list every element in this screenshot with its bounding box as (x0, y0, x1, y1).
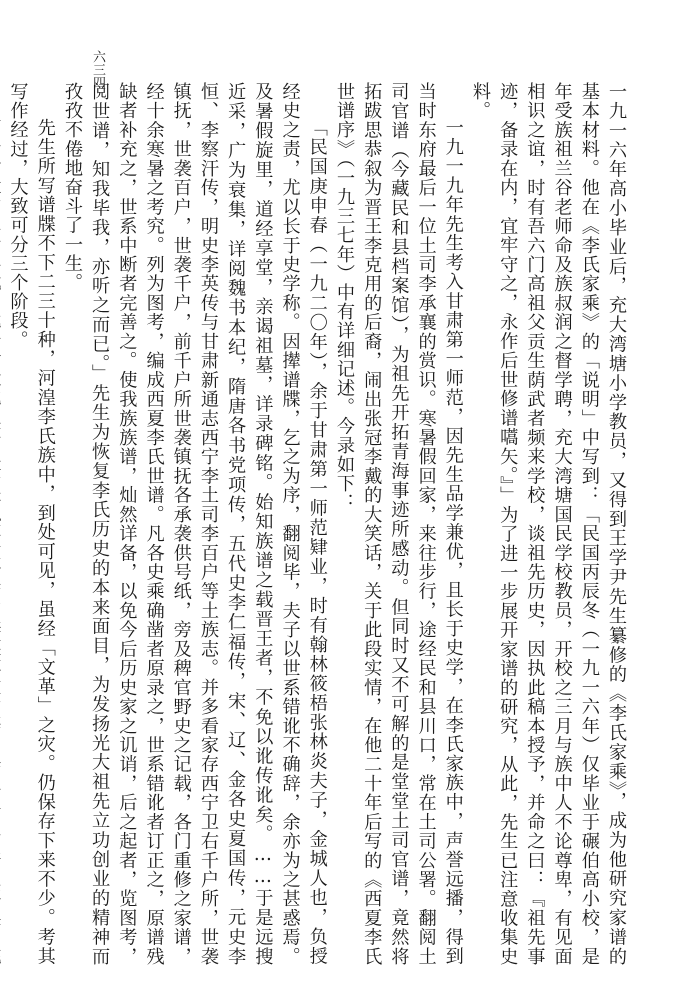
paragraph-3-quotation: 「民国庚申春（一九二〇年），余于甘肃第一师范肄业，时有翰林筱梧张林炎夫子，金城人也，负授经史之责，尤以长于史学称。因撵谱牒，乞之为序，翻阅毕，夫子以世系错讹不确辞，余亦为之甚惑焉。及暑假旋里，道经享堂，亲谒祖墓，详录碑铭。始知族谱之载晋王者，不免以讹传讹矣。……于是远搜近采，广为衰集，详阅魏书本纪，隋唐各书党项传，五代史李仁福传，宋、辽、金各史夏国传，元史李恒、李察汗传，明史李英传与甘肃新通志西宁李土司李百户等土族志。并多看家存西宁卫右千户所，世袭镇抚，世袭百户，世袭千户，前千户所世袭镇抚各承袭供号纸，旁及稗官野史之记载，各门重修之家谱，经十余寒暑之考究。列为图考，编成西夏李氏世谱。凡各史乘确凿者原录之，世系错讹者订正之，原谱残缺者补充之，世系中断者完善之。使我族族谱，灿然详备，以免今后历史家之讥诮，后之起者，览图考，阅世谱，知我毕我，亦听之而已。」先生为恢复李氏历史的本来面目，为发扬光大祖先立功创业的精神而孜孜不倦地奋斗了一生。 (61, 82, 328, 966)
body-text (7, 82, 630, 966)
paragraph-1: 一九一六年高小毕业后，充大湾塘小学教员，又得到王学尹先生纂修的《李氏家乘》，成为他研究家谱的基本材料。他在《李氏家乘》的「说明」中写到：「民国丙辰冬（一九一六年）仅毕业于碾伯高小校，是年受族祖兰谷老师命及族叔润之督学聘，充大湾塘国民学校教员，开校之三月与族中人不论尊卑，有见面相识之谊，时有吾六门高祖父贡生荫武者频来学校，谈祖先历史，因执此稿本授予，并命之曰：『祖先事迹，备录在内，宜牢守之，永作后世修谱嚆矢。』」为了进一步展开家谱的研究，从此，先生已注意收集史料。 (469, 82, 627, 966)
page-number: 六三四 (90, 50, 105, 89)
paragraph-5 (0, 82, 4, 966)
paragraph-2: 一九一九年先生考入甘肃第一师范，因先生品学兼优，且长于史学，在李氏家族中，声誉远播，得到当时东府最后一位土司李承襄的赏识。寒暑假回家，来往步行，途经民和县川口，常在土司公署。翻阅土司官谱（今藏民和县档案馆），为祖先开拓青海事迹所感动。但同时又不可解的是堂堂土司官谱，竟然将拓跋思恭叙为晋王李克用的后裔，闹出张冠李戴的大笑话，关于此段实情，在他二十年后写的《西夏李氏世谱序》（一九三七年）中有详细记述。今录如下： (333, 82, 464, 966)
paragraph-4: 先生所写谱牒不下二三十种，河湟李氏族中，到处可见，虽经「文革」之灾。仍保存下来不少。考其写作经过，大致可分三个阶段。 (7, 82, 56, 966)
